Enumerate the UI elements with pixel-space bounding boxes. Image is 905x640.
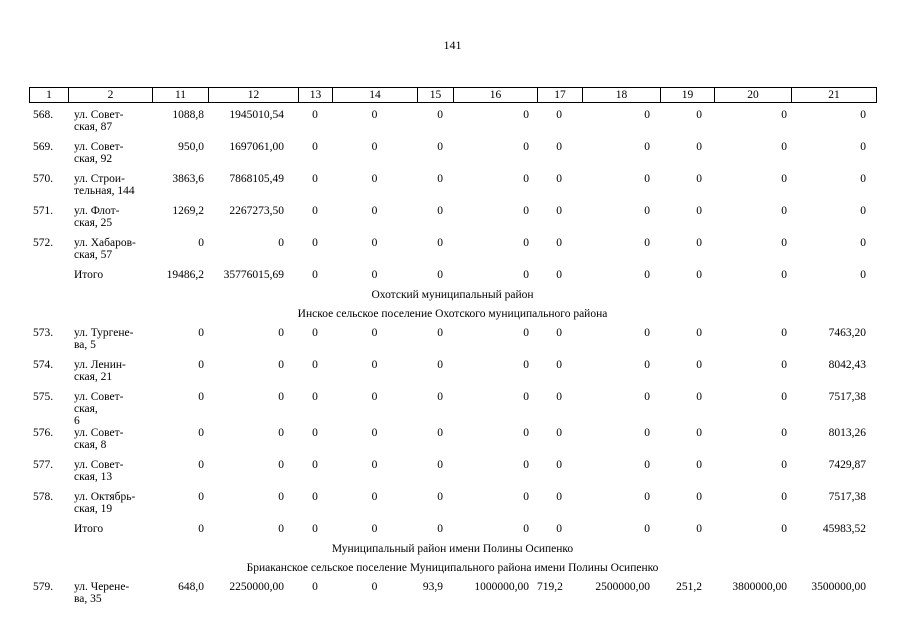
value-cell-col-17: 0	[556, 427, 562, 440]
table-row	[29, 173, 876, 205]
value-cell-col-18: 0	[644, 391, 650, 403]
row-number-cell: 569.	[33, 141, 54, 153]
row-number-cell: 568.	[33, 109, 54, 121]
value-cell-col-12: 1697061,00	[229, 141, 284, 153]
address-line: ва, 35	[74, 593, 102, 606]
address-cell	[68, 459, 152, 491]
value-cell-col-18: 0	[644, 269, 650, 281]
address-cell	[68, 327, 152, 359]
value-cell-col-12: 0	[278, 427, 284, 440]
value-cell-col-17: 0	[556, 173, 562, 185]
table-row	[29, 581, 876, 613]
table-row	[29, 427, 876, 459]
address-cell	[68, 581, 152, 613]
value-cell-col-11: 0	[198, 391, 204, 403]
value-cell-col-21: 7517,38	[828, 491, 866, 504]
value-cell-col-14: 0	[371, 491, 378, 504]
address-cell	[68, 205, 152, 237]
value-cell-col-16: 0	[523, 359, 529, 371]
row-number-cell: 570.	[33, 173, 54, 185]
value-cell-col-14: 0	[371, 581, 378, 594]
value-cell-col-16: 0	[523, 269, 529, 281]
value-cell-col-15: 0	[437, 491, 443, 504]
value-cell-col-11: 19486,2	[166, 269, 204, 281]
row-number-cell: 573.	[33, 327, 54, 339]
value-cell-col-21: 45983,52	[822, 523, 866, 536]
value-cell-col-16: 0	[523, 459, 529, 472]
value-cell-col-17: 0	[556, 141, 562, 153]
value-cell-col-21: 3500000,00	[811, 581, 866, 594]
total-row	[29, 269, 876, 289]
value-cell-col-13: 0	[312, 141, 318, 153]
value-cell-col-20: 0	[781, 141, 787, 153]
value-cell-col-17: 0	[556, 459, 562, 472]
value-cell-col-20: 0	[781, 459, 787, 472]
value-cell-col-18: 2500000,00	[595, 581, 650, 594]
value-cell-col-12: 2267273,50	[229, 205, 284, 217]
value-cell-col-19: 0	[696, 109, 702, 121]
value-cell-col-17: 0	[556, 523, 562, 536]
address-line: ская, 87	[74, 121, 113, 134]
row-number-cell: 578.	[33, 491, 54, 504]
value-cell-col-15: 0	[437, 173, 443, 185]
value-cell-col-15: 0	[437, 359, 443, 371]
value-cell-col-21: 7463,20	[828, 327, 866, 339]
value-cell-col-18: 0	[644, 427, 650, 440]
column-header-cell: 16	[454, 88, 538, 103]
address-line: ская, 92	[74, 153, 113, 166]
value-cell-col-21: 8013,26	[828, 427, 866, 440]
value-cell-col-13: 0	[312, 269, 318, 281]
section-heading: Муниципальный район имени Полины Осипенко	[331, 543, 574, 556]
value-cell-col-18: 0	[644, 109, 650, 121]
value-cell-col-19: 0	[696, 173, 702, 185]
value-cell-col-18: 0	[644, 523, 650, 536]
value-cell-col-19: 0	[696, 237, 702, 249]
page-number: 141	[443, 38, 462, 52]
address-cell	[68, 141, 152, 173]
value-cell-col-19: 0	[696, 205, 702, 217]
value-cell-col-15: 0	[437, 237, 443, 249]
value-cell-col-15: 0	[437, 205, 443, 217]
value-cell-col-12: 35776015,69	[223, 269, 284, 281]
value-cell-col-17: 0	[556, 327, 562, 339]
value-cell-col-18: 0	[644, 491, 650, 504]
column-header-cell: 12	[209, 88, 299, 103]
value-cell-col-20: 0	[781, 491, 787, 504]
value-cell-col-14: 0	[371, 427, 378, 440]
value-cell-col-18: 0	[644, 359, 650, 371]
address-line: ул. Октябрь-	[74, 491, 136, 504]
value-cell-col-19: 0	[696, 269, 702, 281]
value-cell-col-19: 0	[696, 459, 702, 472]
value-cell-col-21: 0	[860, 237, 866, 249]
value-cell-col-20: 0	[781, 391, 787, 403]
value-cell-col-14: 0	[371, 391, 378, 403]
address-line: ул. Совет-	[74, 391, 124, 403]
value-cell-col-20: 0	[781, 523, 787, 536]
column-header-cell: 20	[715, 88, 792, 103]
address-line: ская,	[74, 403, 98, 416]
value-cell-col-18: 0	[644, 237, 650, 249]
value-cell-col-14: 0	[371, 141, 378, 153]
value-cell-col-19: 0	[696, 427, 702, 440]
value-cell-col-20: 0	[781, 237, 787, 249]
section-heading-row	[29, 562, 876, 581]
address-line: ская, 21	[74, 371, 113, 384]
value-cell-col-15: 0	[437, 459, 443, 472]
value-cell-col-19: 0	[696, 391, 702, 403]
value-cell-col-13: 0	[312, 581, 318, 594]
section-heading-row	[29, 308, 876, 327]
address-cell	[68, 491, 152, 523]
column-header-cell: 15	[418, 88, 454, 103]
value-cell-col-12: 0	[278, 237, 284, 249]
address-line: ул. Совет-	[74, 459, 124, 472]
address-line: ул. Совет-	[74, 141, 124, 153]
address-line: ская, 57	[74, 249, 113, 262]
address-line: ул. Тургене-	[74, 327, 134, 339]
value-cell-col-18: 0	[644, 327, 650, 339]
value-cell-col-12: 1945010,54	[229, 109, 284, 121]
value-cell-col-14: 0	[371, 237, 378, 249]
value-cell-col-14: 0	[371, 459, 378, 472]
value-cell-col-15: 0	[437, 327, 443, 339]
value-cell-col-16: 0	[523, 205, 529, 217]
value-cell-col-20: 0	[781, 269, 787, 281]
value-cell-col-16: 0	[523, 237, 529, 249]
column-header-cell: 19	[661, 88, 715, 103]
total-label-cell: Итого	[74, 269, 104, 281]
value-cell-col-21: 0	[860, 205, 866, 217]
value-cell-col-13: 0	[312, 491, 318, 504]
value-cell-col-12: 0	[278, 359, 284, 371]
value-cell-col-20: 0	[781, 427, 787, 440]
value-cell-col-17: 0	[556, 359, 562, 371]
value-cell-col-17: 0	[556, 205, 562, 217]
value-cell-col-18: 0	[644, 141, 650, 153]
address-line: ул. Ленин-	[74, 359, 126, 371]
value-cell-col-18: 0	[644, 173, 650, 185]
column-header-cell: 2	[69, 88, 153, 103]
value-cell-col-14: 0	[371, 109, 378, 121]
row-number-cell: 571.	[33, 205, 54, 217]
value-cell-col-16: 0	[523, 523, 529, 536]
address-line: ул. Флот-	[74, 205, 120, 217]
column-header-cell: 17	[538, 88, 583, 103]
table-row	[29, 109, 876, 141]
value-cell-col-16: 0	[523, 173, 529, 185]
value-cell-col-18: 0	[644, 205, 650, 217]
value-cell-col-14: 0	[371, 269, 378, 281]
address-cell	[68, 109, 152, 141]
address-line: ская, 13	[74, 471, 113, 484]
address-cell	[68, 173, 152, 205]
value-cell-col-20: 0	[781, 109, 787, 121]
column-header-table	[29, 87, 877, 103]
table-row	[29, 391, 876, 427]
value-cell-col-11: 0	[198, 523, 204, 536]
value-cell-col-20: 3800000,00	[732, 581, 787, 594]
value-cell-col-13: 0	[312, 391, 318, 403]
value-cell-col-15: 93,9	[422, 581, 443, 594]
section-heading-row	[29, 289, 876, 308]
address-line: ва, 5	[74, 339, 96, 352]
value-cell-col-14: 0	[371, 327, 378, 339]
table-row	[29, 359, 876, 391]
value-cell-col-21: 0	[860, 269, 866, 281]
value-cell-col-21: 0	[860, 109, 866, 121]
value-cell-col-21: 0	[860, 141, 866, 153]
value-cell-col-13: 0	[312, 173, 318, 185]
value-cell-col-20: 0	[781, 327, 787, 339]
total-row	[29, 523, 876, 543]
address-line: тельная, 144	[74, 185, 135, 198]
value-cell-col-11: 0	[198, 427, 204, 440]
value-cell-col-21: 7429,87	[828, 459, 866, 472]
value-cell-col-13: 0	[312, 237, 318, 249]
data-table	[29, 109, 876, 613]
value-cell-col-15: 0	[437, 391, 443, 403]
address-cell	[68, 359, 152, 391]
value-cell-col-12: 7868105,49	[229, 173, 284, 185]
value-cell-col-15: 0	[437, 523, 443, 536]
value-cell-col-16: 0	[523, 391, 529, 403]
value-cell-col-21: 8042,43	[828, 359, 866, 371]
value-cell-col-11: 648,0	[178, 581, 204, 594]
table-row	[29, 141, 876, 173]
column-header-cell: 11	[153, 88, 209, 103]
value-cell-col-11: 0	[198, 327, 204, 339]
address-line: ул. Хабаров-	[74, 237, 136, 249]
address-line: ская, 8	[74, 439, 107, 452]
row-number-cell: 579.	[33, 581, 54, 594]
address-line: ская, 19	[74, 503, 113, 516]
value-cell-col-16: 0	[523, 141, 529, 153]
value-cell-col-12: 0	[278, 327, 284, 339]
address-line: ул. Черене-	[74, 581, 130, 594]
value-cell-col-16: 0	[523, 327, 529, 339]
value-cell-col-16: 0	[523, 427, 529, 440]
value-cell-col-19: 0	[696, 523, 702, 536]
value-cell-col-19: 0	[696, 141, 702, 153]
value-cell-col-19: 0	[696, 491, 702, 504]
value-cell-col-13: 0	[312, 427, 318, 440]
value-cell-col-14: 0	[371, 173, 378, 185]
value-cell-col-12: 2250000,00	[229, 581, 284, 594]
value-cell-col-14: 0	[371, 523, 378, 536]
table-row	[29, 327, 876, 359]
value-cell-col-13: 0	[312, 205, 318, 217]
value-cell-col-19: 0	[696, 327, 702, 339]
row-number-cell	[29, 523, 68, 543]
column-header-cell: 18	[583, 88, 661, 103]
value-cell-col-13: 0	[312, 359, 318, 371]
row-number-cell: 577.	[33, 459, 54, 472]
value-cell-col-11: 0	[198, 359, 204, 371]
value-cell-col-19: 251,2	[676, 581, 702, 594]
row-number-cell: 574.	[33, 359, 54, 371]
address-line: ул. Строи-	[74, 173, 125, 185]
value-cell-col-17: 719,2	[537, 581, 563, 594]
table-row	[29, 237, 876, 269]
value-cell-col-14: 0	[371, 359, 378, 371]
value-cell-col-16: 1000000,00	[474, 581, 529, 594]
row-number-cell	[29, 269, 68, 289]
section-heading: Инское сельское поселение Охотского муниципального района	[297, 308, 608, 320]
value-cell-col-19: 0	[696, 359, 702, 371]
value-cell-col-18: 0	[644, 459, 650, 472]
address-line: 6	[74, 415, 80, 428]
value-cell-col-21: 7517,38	[828, 391, 866, 403]
value-cell-col-13: 0	[312, 327, 318, 339]
table-row	[29, 491, 876, 523]
value-cell-col-12: 0	[278, 391, 284, 403]
value-cell-col-15: 0	[437, 269, 443, 281]
column-number-row	[30, 88, 877, 103]
value-cell-col-11: 3863,6	[172, 173, 204, 185]
value-cell-col-13: 0	[312, 109, 318, 121]
address-cell	[68, 391, 152, 427]
address-line: ская, 25	[74, 217, 113, 230]
value-cell-col-20: 0	[781, 173, 787, 185]
value-cell-col-17: 0	[556, 237, 562, 249]
value-cell-col-11: 0	[198, 459, 204, 472]
value-cell-col-11: 0	[198, 491, 204, 504]
address-cell	[68, 237, 152, 269]
value-cell-col-17: 0	[556, 391, 562, 403]
address-cell	[68, 427, 152, 459]
row-number-cell: 572.	[33, 237, 54, 249]
value-cell-col-17: 0	[556, 109, 562, 121]
address-line: ул. Совет-	[74, 427, 124, 440]
column-header-cell: 13	[299, 88, 333, 103]
section-heading: Охотский муниципальный район	[371, 289, 534, 301]
table-row	[29, 205, 876, 237]
value-cell-col-11: 1269,2	[172, 205, 204, 217]
value-cell-col-11: 0	[198, 237, 204, 249]
value-cell-col-17: 0	[556, 269, 562, 281]
value-cell-col-20: 0	[781, 205, 787, 217]
table-row	[29, 459, 876, 491]
value-cell-col-13: 0	[312, 523, 318, 536]
value-cell-col-11: 1088,8	[172, 109, 204, 121]
value-cell-col-14: 0	[371, 205, 378, 217]
total-label-cell: Итого	[74, 523, 104, 536]
value-cell-col-16: 0	[523, 491, 529, 504]
value-cell-col-20: 0	[781, 359, 787, 371]
value-cell-col-15: 0	[437, 141, 443, 153]
section-heading: Бриаканское сельское поселение Муниципального района имени Полины Осипенко	[246, 562, 659, 575]
row-number-cell: 575.	[33, 391, 54, 403]
value-cell-col-12: 0	[278, 523, 284, 536]
value-cell-col-12: 0	[278, 459, 284, 472]
column-header-cell: 1	[30, 88, 69, 103]
column-header-cell: 14	[333, 88, 418, 103]
value-cell-col-17: 0	[556, 491, 562, 504]
section-heading-row	[29, 543, 876, 562]
value-cell-col-12: 0	[278, 491, 284, 504]
column-header-cell: 21	[792, 88, 877, 103]
row-number-cell: 576.	[33, 427, 54, 440]
value-cell-col-13: 0	[312, 459, 318, 472]
value-cell-col-11: 950,0	[178, 141, 204, 153]
value-cell-col-21: 0	[860, 173, 866, 185]
address-line: ул. Совет-	[74, 109, 124, 121]
value-cell-col-15: 0	[437, 427, 443, 440]
value-cell-col-16: 0	[523, 109, 529, 121]
value-cell-col-15: 0	[437, 109, 443, 121]
